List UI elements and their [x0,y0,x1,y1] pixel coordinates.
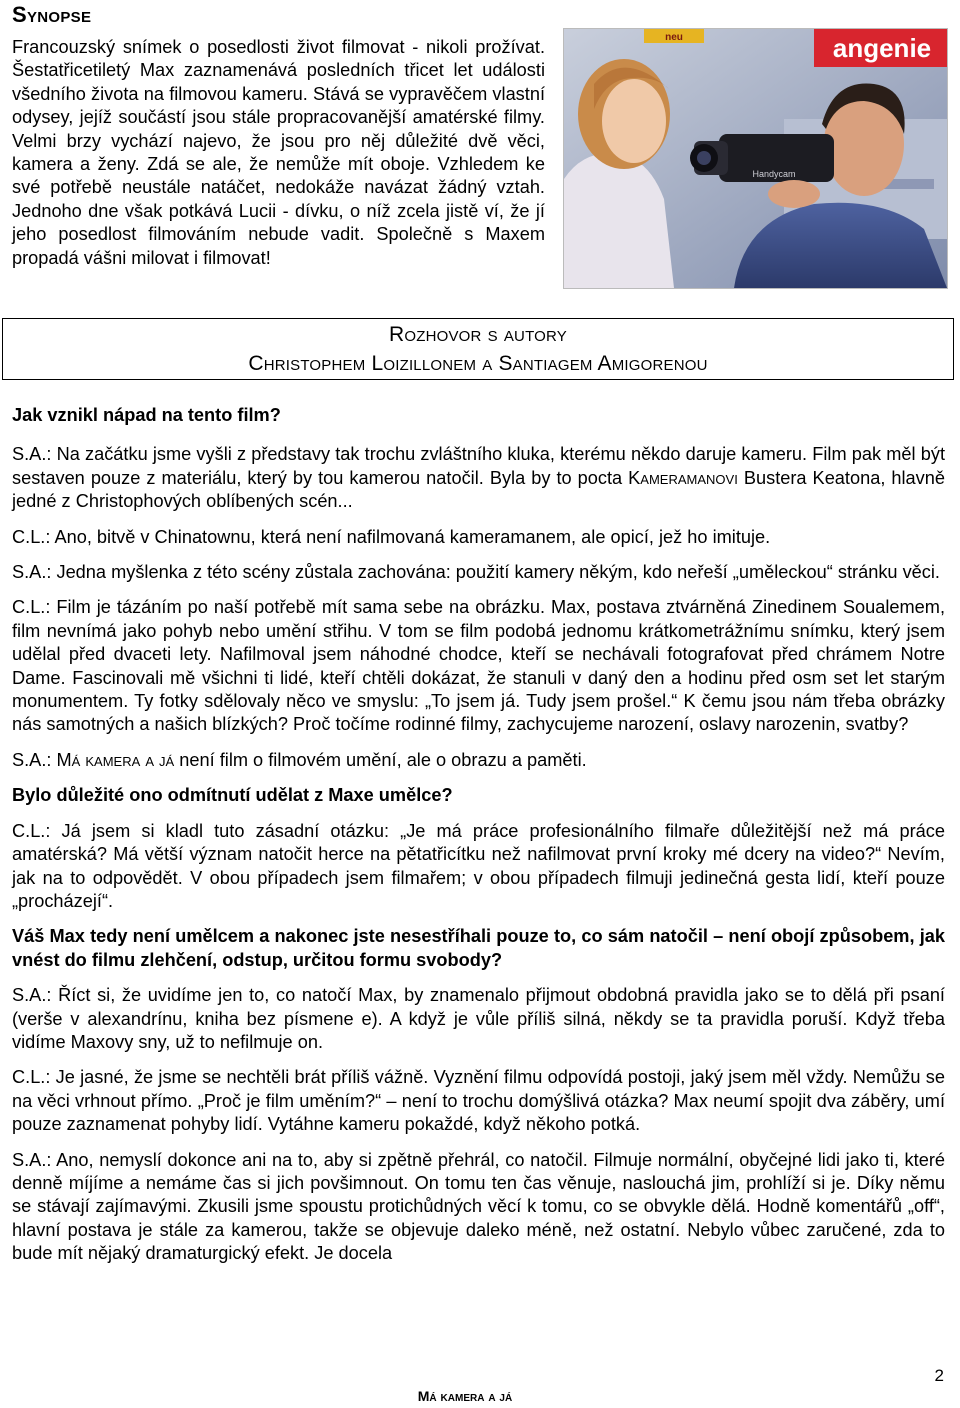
answer-text: není film o filmovém umění, ale o obrazu a paměti. [174,749,587,770]
film-still-photo [563,28,948,289]
store-sign-text: angenie [832,33,932,63]
camcorder-label: Handycam [752,169,796,179]
store-sign-small-text: neu [665,32,683,43]
answer-paragraph: C.L.: Je jasné, že jsme se nechtěli brát příliš vážně. Vyznění filmu odpovídá postoji, jaký jsem měl vždy. Nemůžu se na věci vrhnout přímo. „Proč je film uměním?“ – není to trochu domýšlivá otázka? Max neumí spojit dva záběry, umí pouze zaznamenat pohyby lidí. Vytáhne kameru pokaždé, když někoho potká. [12,1067,945,1135]
answer-paragraph: S.A.: Říct si, že uvidíme jen to, co natočí Max, by znamenalo přijmout obdobná pravidla jako se to dělá při psaní (verše v alexandrínu, kniha bez písmene e). A když je vůle příliš silná, někdy se ta pravidla poruší. Když třeba vidíme Maxovy sny, už to nefilmuje on. [12,985,945,1052]
synopse-text: Francouzský snímek o posedlosti život filmovat - nikoli prožívat. Šestatřicetiletý Max zaznamenává posledních třicet let události všedního života na filmovou kameru. Stává se vypravěčem vlastní odysey, jejíž součástí jsou stále propracovanější amatérské filmy. Velmi brzy vychází najevo, že jsou pro něj důležité dvě věci, kamera a ženy. Zdá se ale, že nemůže mít oboje. Vzhledem ke své potřebě neustále natáčet, nedokáže navázat žádný vztah. Jednoho dne však potkává Lucii - dívku, o níž zcela jistě ví, že jí jeho posedlost filmováním nebude vadit. Společně s Maxem propadá vášni milovat i filmovat! [12,37,545,268]
answer-text: S.A.: Na začátku jsme vyšli z představy tak trochu zvláštního kluka, kterému někdo daruje kameru. Film pak měl být sestaven pouze z materiálu, který by tou kamerou natočil. Byla by to pocta [12,444,945,488]
answer-paragraph: C.L.: Ano, bitvě v Chinatownu, která není nafilmovaná kameramanem, ale opicí, jež ho imituje. [12,526,771,547]
answer-paragraph: C.L.: Film je tázáním po naší potřebě mít sama sebe na obrázku. Max, postava ztvárněná Zinedinem Soualemem, film nevnímá jako pohyb nebo umění střihu. V tom se film podobá jednomu krátkometrážnímu snímku, který jsem udělal před dvaceti lety. Nafilmoval jsem náhodné chodce, kteří se nechávali fotografovat před chrámem Notre Dame. Fascinovali mě všichni ti lidé, kteří chtěli dokázat, že stanuli v daný den a hodinu před osm set let starým monumentem. Ty fotky sdělovaly něco ve smyslu: „To jsem já. Tudy jsem prošel.“ K čemu jsou nám třeba obrázky nás samotných a našich blízkých? Proč točíme rodinné filmy, zachycujeme narození, oslavy narozenin, svatby? [12,597,945,735]
page-number: 2 [934,1366,944,1385]
interview-heading-line-1: Rozhovor s autory [388,323,568,346]
answer-paragraph: C.L.: Já jsem si kladl tuto zásadní otázku: „Je má práce profesionálního filmaře důležitější než má práce amatérská? Má větší význam natočit herce na pětatřicítku než nafilmovat první kroky mé dcery na video?“ Nevím, jak na to odpovědět. V obou případech jsem filmařem; v obou případech filmuji jedinečná gesta lidí, kteří pouze „procházejí“. [12,820,945,911]
question-1: Jak vznikl nápad na tento film? [12,405,281,425]
answer-text: S.A.: [12,749,57,770]
footer-title: Má kamera a já [417,1388,513,1404]
question-3: Váš Max tedy není umělcem a nakonec jste nesestříhali pouze to, co sám natočil – není obojí způsobem, jak vnést do filmu zlehčení, odstup, určitou formu svobody? [12,926,945,970]
answer-paragraph: S.A.: Ano, nemyslí dokonce ani na to, aby si zpětně přehrál, co natočil. Filmuje normální, obyčejné lidi jako ti, které denně míjíme a nemáme čas si jich povšimnout. On tomu ten čas věnuje, naslouchá jim, prohlíží si je. Díky němu se stávají zajímavými. Zkusili jsme spoustu protichůdných věcí k tomu, co se obvykle dělá. Hodně komentářů „off“, hlavní postava je stále za kamerou, takže se objevuje daleko méně, než ostatní. Nebylo vůbec zaručené, zda to bude mít nějaký dramaturgický efekt. Je docela [12,1149,945,1264]
question-2: Bylo důležité ono odmítnutí udělat z Maxe umělce? [12,785,453,806]
answer-smallcaps-text: Kameramanovi [628,467,738,488]
synopse-heading: Synopse [12,2,92,27]
interview-heading-box [2,318,954,380]
answer-paragraph [12,749,945,772]
woman-face [602,79,666,163]
interview-heading-line-2: Christophem Loizillonem a Santiagem Amigorenou [248,352,708,375]
film-still-illustration [564,29,947,288]
answer-text: Bustera Keatona, hlavně jedné z Christophových oblíbených scén... [12,467,945,512]
answer-paragraph: S.A.: Jedna myšlenka z této scény zůstala zachována: použití kamery někým, kdo neřeší „uměleckou“ stránku věci. [12,562,940,583]
answer-paragraph [12,443,945,513]
interview-content [12,404,945,1278]
film-title-smallcaps: Má kamera a já [56,749,175,770]
